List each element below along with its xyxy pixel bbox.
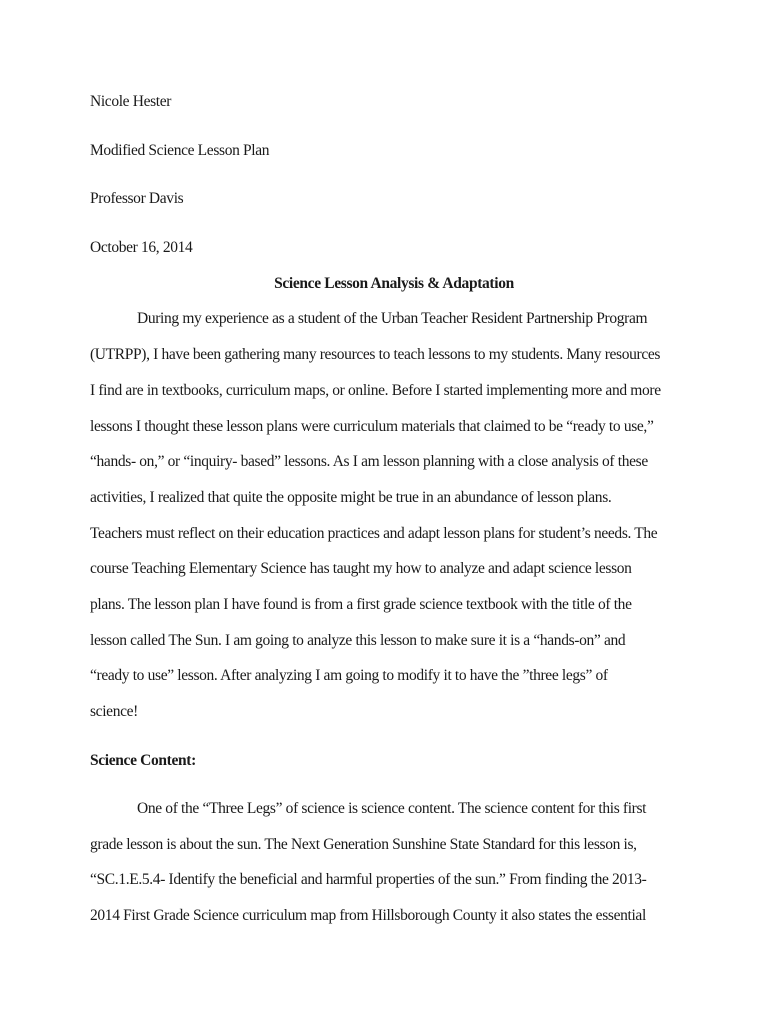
paragraph-line: grade lesson is about the sun. The Next Generation Sunshine State Standard for this lesson is, (90, 836, 637, 853)
paragraph-line: lessons I thought these lesson plans were curriculum materials that claimed to be “ready to use,” (90, 418, 654, 435)
assignment-name: Modified Science Lesson Plan (90, 142, 270, 159)
professor-name: Professor Davis (90, 190, 184, 207)
paragraph-line: 2014 First Grade Science curriculum map from Hillsborough County it also states the essential (90, 907, 646, 924)
paragraph-line: activities, I realized that quite the opposite might be true in an abundance of lesson plans. (90, 489, 612, 506)
paragraph-line: plans. The lesson plan I have found is from a first grade science textbook with the title of the (90, 596, 632, 613)
document-date: October 16, 2014 (90, 239, 193, 256)
paragraph-line: course Teaching Elementary Science has taught my how to analyze and adapt science lesson (90, 560, 632, 577)
section-heading: Science Content: (90, 752, 196, 769)
paragraph-line: “ready to use” lesson. After analyzing I am going to modify it to have the ”three legs” of (90, 667, 608, 684)
paragraph-line: One of the “Three Legs” of science is science content. The science content for this first (137, 800, 647, 817)
document-title: Science Lesson Analysis & Adaptation (274, 275, 514, 292)
paragraph-line: science! (90, 703, 138, 720)
paragraph-line: I find are in textbooks, curriculum maps, or online. Before I started implementing more and more (90, 382, 661, 399)
paragraph-line: “hands- on,” or “inquiry- based” lessons. As I am lesson planning with a close analysis of these (90, 453, 648, 470)
paragraph-line: “SC.1.E.5.4- Identify the beneficial and harmful properties of the sun.” From finding the 2013- (90, 871, 647, 888)
paragraph-line: Teachers must reflect on their education practices and adapt lesson plans for student’s needs. The (90, 525, 658, 542)
paragraph-line: (UTRPP), I have been gathering many resources to teach lessons to my students. Many resources (90, 346, 661, 363)
paragraph-line: During my experience as a student of the Urban Teacher Resident Partnership Program (137, 310, 648, 327)
paragraph-line: lesson called The Sun. I am going to analyze this lesson to make sure it is a “hands-on” and (90, 632, 626, 649)
author-name: Nicole Hester (90, 93, 172, 110)
